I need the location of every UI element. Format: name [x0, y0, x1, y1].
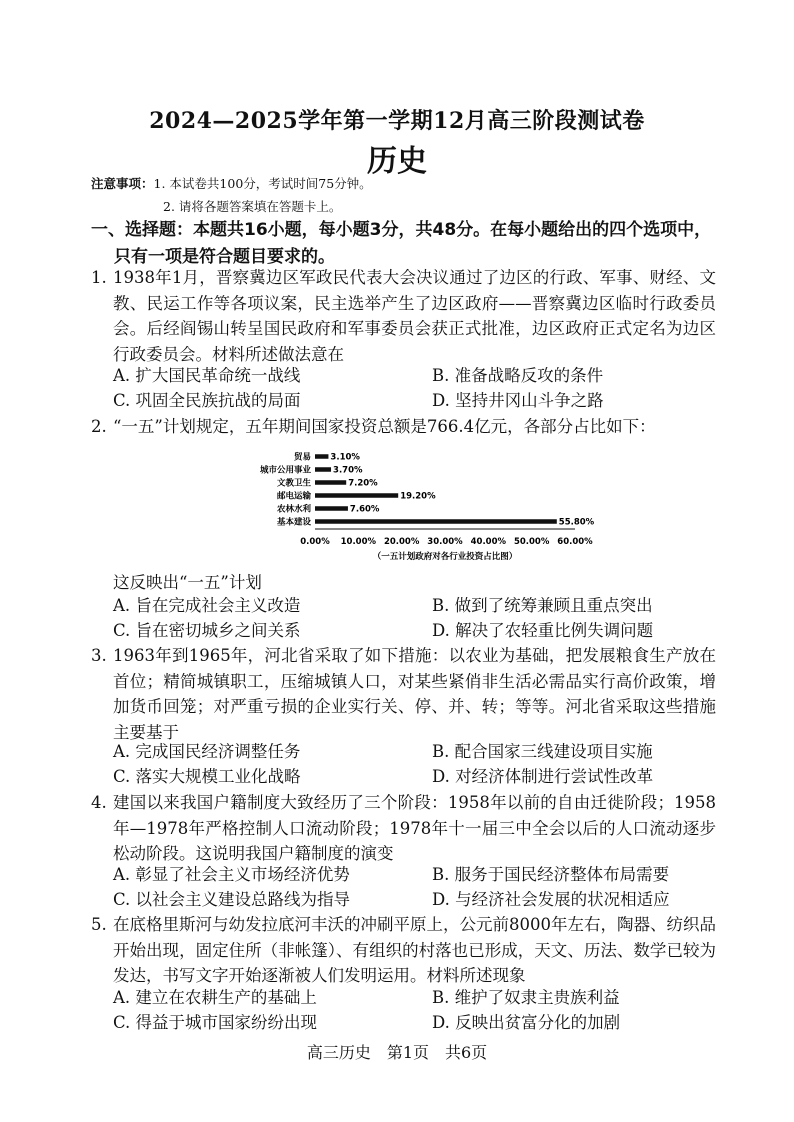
page-footer: 高三历史 第1页 共6页 — [306, 1043, 488, 1062]
section-heading — [91, 217, 721, 271]
question-stem: “一五”计划规定，五年期间国家投资总额是766.4亿元，各部分占比如下： — [113, 417, 656, 436]
value-label: 19.20% — [400, 491, 436, 502]
exam-title: 2024—2025学年第一学期12月高三阶段测试卷 — [149, 108, 645, 134]
section-heading-line-1: 一、选择题：本题共16小题，每小题3分，共48分。在每小题给出的四个选项中， — [91, 220, 712, 240]
question-number: 4. — [91, 793, 107, 812]
value-label: 3.10% — [330, 452, 360, 463]
section-heading-line-2: 只有一项是符合题目要求的。 — [114, 247, 335, 267]
x-tick-label: 20.00% — [383, 537, 420, 547]
value-label: 3.70% — [333, 465, 363, 476]
notice-item-2: 2. 请将各题答案填在答题卡上。 — [163, 199, 342, 214]
x-tick-label: 30.00% — [427, 537, 463, 547]
notice-item-1: 1. 本试卷共100分，考试时间75分钟。 — [153, 176, 372, 191]
bar-4 — [315, 493, 398, 498]
option-c: C. 落实大规模工业化战略 — [113, 767, 301, 786]
value-label: 55.80% — [558, 517, 595, 528]
value-label: 7.60% — [349, 504, 380, 515]
category-label: 基本建设 — [276, 517, 311, 528]
option-c: C. 以社会主义建设总路线为指导 — [113, 890, 351, 909]
option-d: D. 与经济社会发展的状况相适应 — [432, 890, 670, 909]
value-label: 7.20% — [348, 478, 378, 489]
option-d: D. 坚持井冈山斗争之路 — [432, 391, 604, 410]
question-followup-text: 这反映出“一五”计划 — [113, 573, 262, 592]
investment-bar-chart — [220, 440, 600, 568]
question-stem: 在底格里斯河与幼发拉底河丰沃的冲刷平原上，公元前8000年左右，陶器、纺织品开始出现，固定住所（非帐篷）、有组织的村落也已形成，天文、历法、数学已较为发达，书写文字开始逐渐被人们发明运用。材料所述现象 — [113, 915, 716, 985]
option-c: C. 巩固全民族抗战的局面 — [113, 391, 301, 410]
notice-line-1 — [91, 174, 372, 192]
question-number: 3. — [91, 646, 107, 665]
option-a: A. 完成国民经济调整任务 — [113, 742, 301, 761]
x-tick-label: 60.00% — [557, 537, 593, 547]
bar-5 — [315, 506, 348, 511]
category-label: 邮电运输 — [276, 491, 311, 502]
bar-6 — [315, 519, 557, 524]
option-b: B. 维护了奴隶主贵族利益 — [432, 988, 620, 1007]
question-4 — [91, 790, 716, 867]
option-a: A. 旨在完成社会主义改造 — [113, 596, 301, 615]
option-b: B. 准备战略反攻的条件 — [432, 366, 604, 385]
chart-caption: （一五计划政府对各行业投资占比图） — [372, 552, 518, 562]
bar-1 — [315, 454, 328, 459]
x-tick-label: 0.00% — [300, 537, 330, 547]
category-label: 贸易 — [293, 452, 311, 463]
question-stem: 1963年到1965年，河北省采取了如下措施：以农业为基础，把发展粮食生产放在首位；精简城镇职工，压缩城镇人口，对某些紧俏非生活必需品实行高价政策，增加货币回笼；对严重亏损的企业实行关、停、并、转；等等。河北省采取这些措施主要基于 — [113, 646, 716, 742]
option-c: C. 得益于城市国家纷纷出现 — [113, 1013, 318, 1032]
option-b: B. 配合国家三线建设项目实施 — [432, 742, 653, 761]
category-label: 文教卫生 — [276, 478, 311, 489]
x-tick-label: 50.00% — [513, 537, 550, 547]
bar-2 — [315, 467, 331, 472]
question-3 — [91, 643, 716, 745]
question-2-followup — [91, 570, 716, 596]
question-number: 1. — [91, 268, 107, 287]
option-b: B. 做到了统筹兼顾且重点突出 — [432, 596, 653, 615]
question-number: 5. — [91, 915, 107, 934]
category-label: 城市公用事业 — [259, 465, 311, 476]
bar-3 — [315, 480, 346, 485]
option-b: B. 服务于国民经济整体布局需要 — [432, 865, 670, 884]
question-stem: 1938年1月，晋察冀边区军政民代表大会决议通过了边区的行政、军事、财经、文教、民运工作等各项议案，民主选举产生了边区政府——晋察冀边区临时行政委员会。后经阎锡山转呈国民政府和军事委员会获正式批准，边区政府正式定名为边区行政委员会。材料所述做法意在 — [113, 268, 716, 364]
question-stem: 建国以来我国户籍制度大致经历了三个阶段：1958年以前的自由迁徙阶段；1958年—1978年严格控制人口流动阶段；1978年十一届三中全会以后的人口流动逐步松动阶段。这说明我国户籍制度的演变 — [113, 793, 716, 863]
option-c: C. 旨在密切城乡之间关系 — [113, 621, 301, 640]
notice-label: 注意事项： — [91, 176, 154, 191]
option-d: D. 解决了农轻重比例失调问题 — [432, 621, 654, 640]
question-5 — [91, 912, 716, 989]
category-label: 农林水利 — [276, 504, 311, 515]
option-a: A. 建立在农耕生产的基础上 — [113, 988, 317, 1007]
option-d: D. 对经济体制进行尝试性改革 — [432, 767, 654, 786]
option-d: D. 反映出贫富分化的加剧 — [432, 1013, 621, 1032]
x-tick-label: 40.00% — [470, 537, 507, 547]
question-number: 2. — [91, 417, 107, 436]
exam-subject: 历史 — [367, 144, 427, 179]
option-a: A. 彰显了社会主义市场经济优势 — [113, 865, 350, 884]
option-a: A. 扩大国民革命统一战线 — [113, 366, 301, 385]
x-tick-label: 10.00% — [340, 537, 377, 547]
question-1 — [91, 265, 716, 367]
question-2 — [91, 414, 716, 440]
